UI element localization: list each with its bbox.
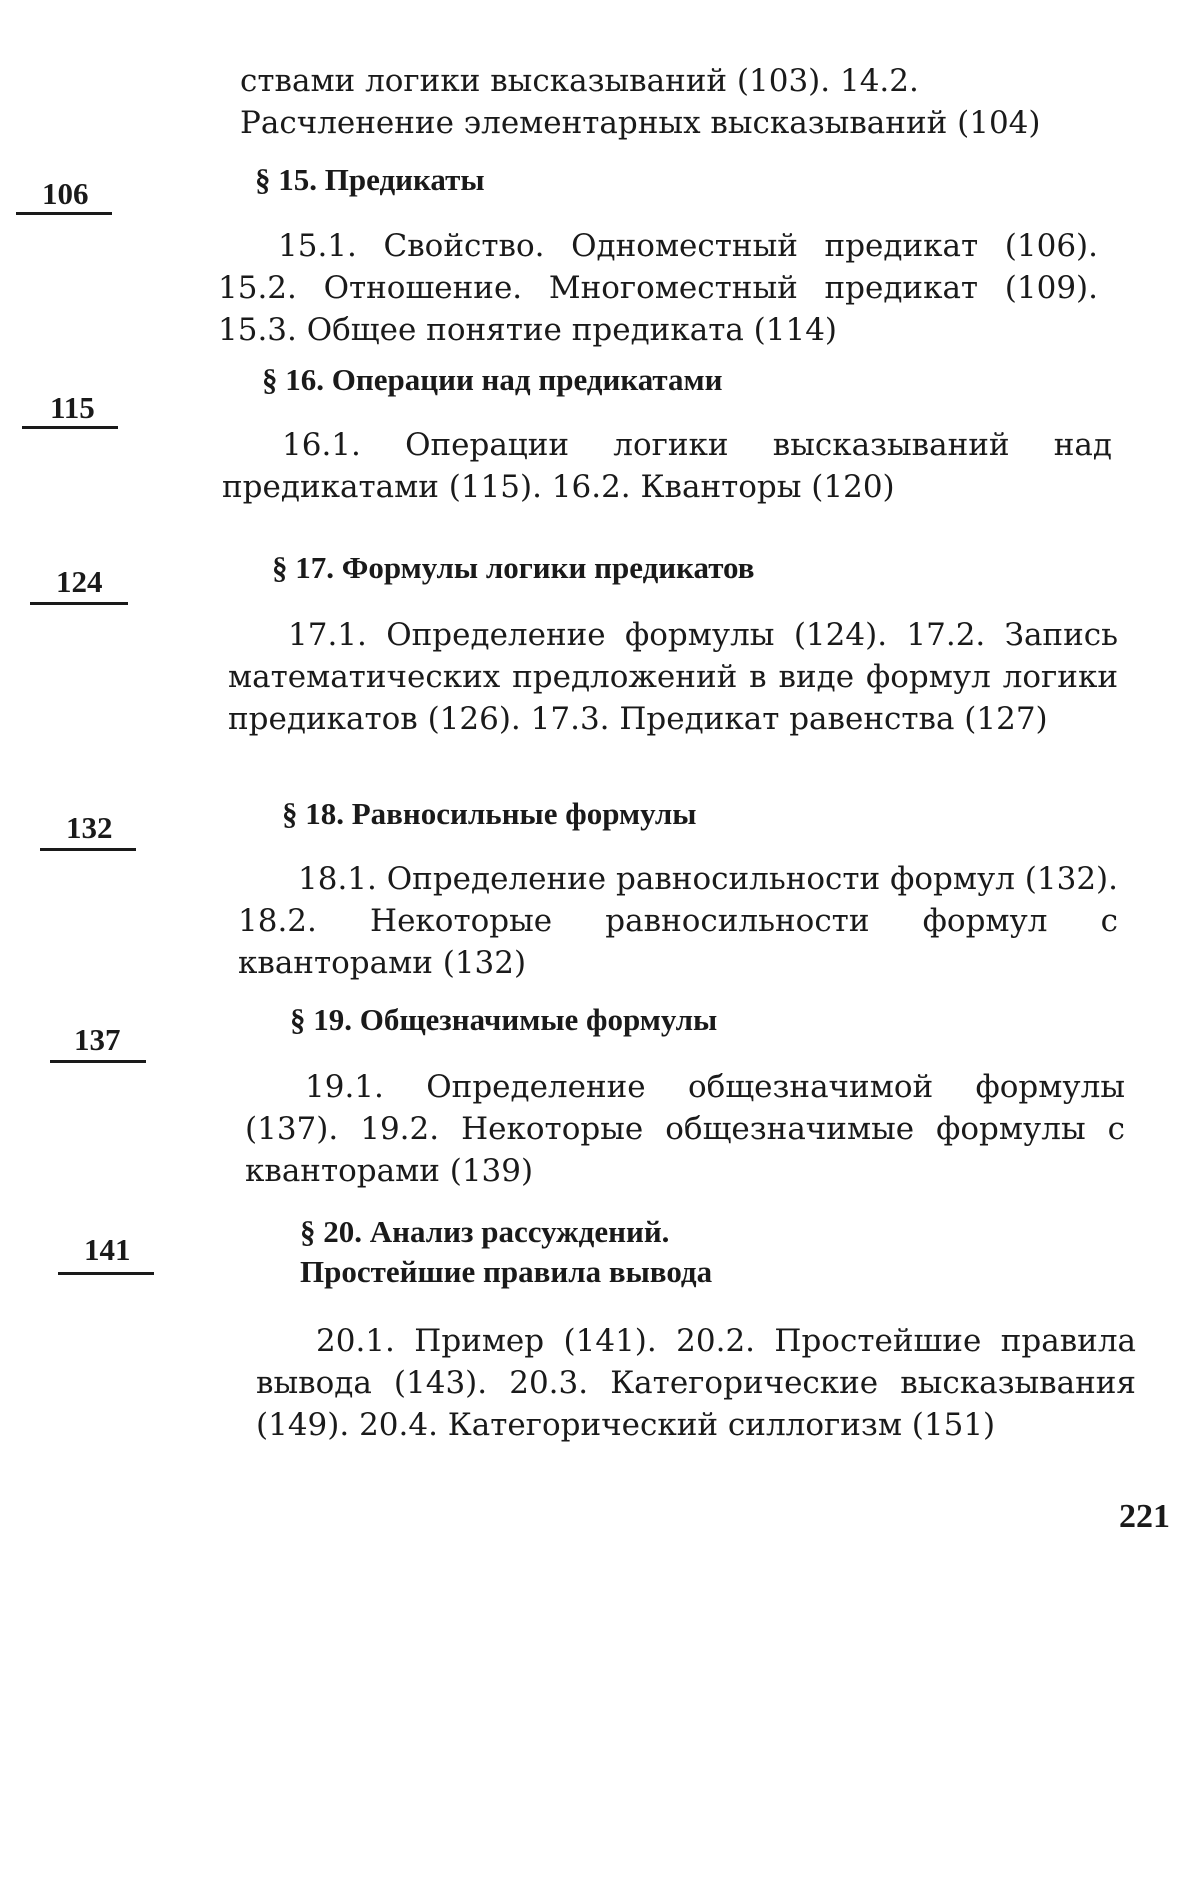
section-heading: § 15. Предикаты (255, 162, 485, 197)
section-heading: § 16. Операции над предикатами (262, 362, 723, 397)
section-heading: § 19. Общезначимые формулы (290, 1002, 718, 1037)
page-number-rule (50, 1060, 146, 1063)
page-number: 132 (66, 810, 113, 845)
page-number-rule (16, 212, 112, 215)
section-description: 16.1. Операции логики высказываний над предикатами (115). 16.2. Кванторы (120) (222, 427, 1112, 505)
section-description: 19.1. Определение общезначимой формулы (137). 19.2. Некоторые общезначимые формулы с кванторами (139) (245, 1069, 1125, 1189)
section-heading: § 17. Формулы логики предикатов (272, 550, 755, 585)
section-description: 20.1. Пример (141). 20.2. Простейшие правила вывода (143). 20.3. Категорические высказывания (149). 20.4. Категорический силлогизм (151) (256, 1323, 1136, 1443)
page-number-rule (58, 1272, 154, 1275)
page-number: 141 (84, 1232, 131, 1267)
section-heading: § 18. Равносильные формулы (282, 796, 697, 831)
page-number: 106 (42, 176, 89, 211)
page-number-rule (22, 426, 118, 429)
continuation-text: ствами логики высказываний (103). 14.2. Расчленение элементарных высказываний (104) (240, 63, 1041, 141)
page-folio: 221 (1119, 1498, 1170, 1535)
page-number: 115 (50, 390, 95, 425)
page-number-rule (30, 602, 128, 605)
section-description: 15.1. Свойство. Одноместный предикат (106). 15.2. Отношение. Многоместный предикат (109). 15.3. Общее понятие предиката (114) (218, 228, 1098, 348)
section-description: 17.1. Определение формулы (124). 17.2. Запись математических предложений в виде формул логики предикатов (126). 17.3. Предикат равенства (127) (228, 617, 1118, 737)
page-number-rule (40, 848, 136, 851)
page-number: 124 (56, 564, 103, 599)
section-heading: § 20. Анализ рассуждений. Простейшие правила вывода (300, 1214, 713, 1290)
section-description: 18.1. Определение равносильности формул (132). 18.2. Некоторые равносильности формул с кванторами (132) (238, 861, 1118, 981)
page-number: 137 (74, 1022, 121, 1057)
